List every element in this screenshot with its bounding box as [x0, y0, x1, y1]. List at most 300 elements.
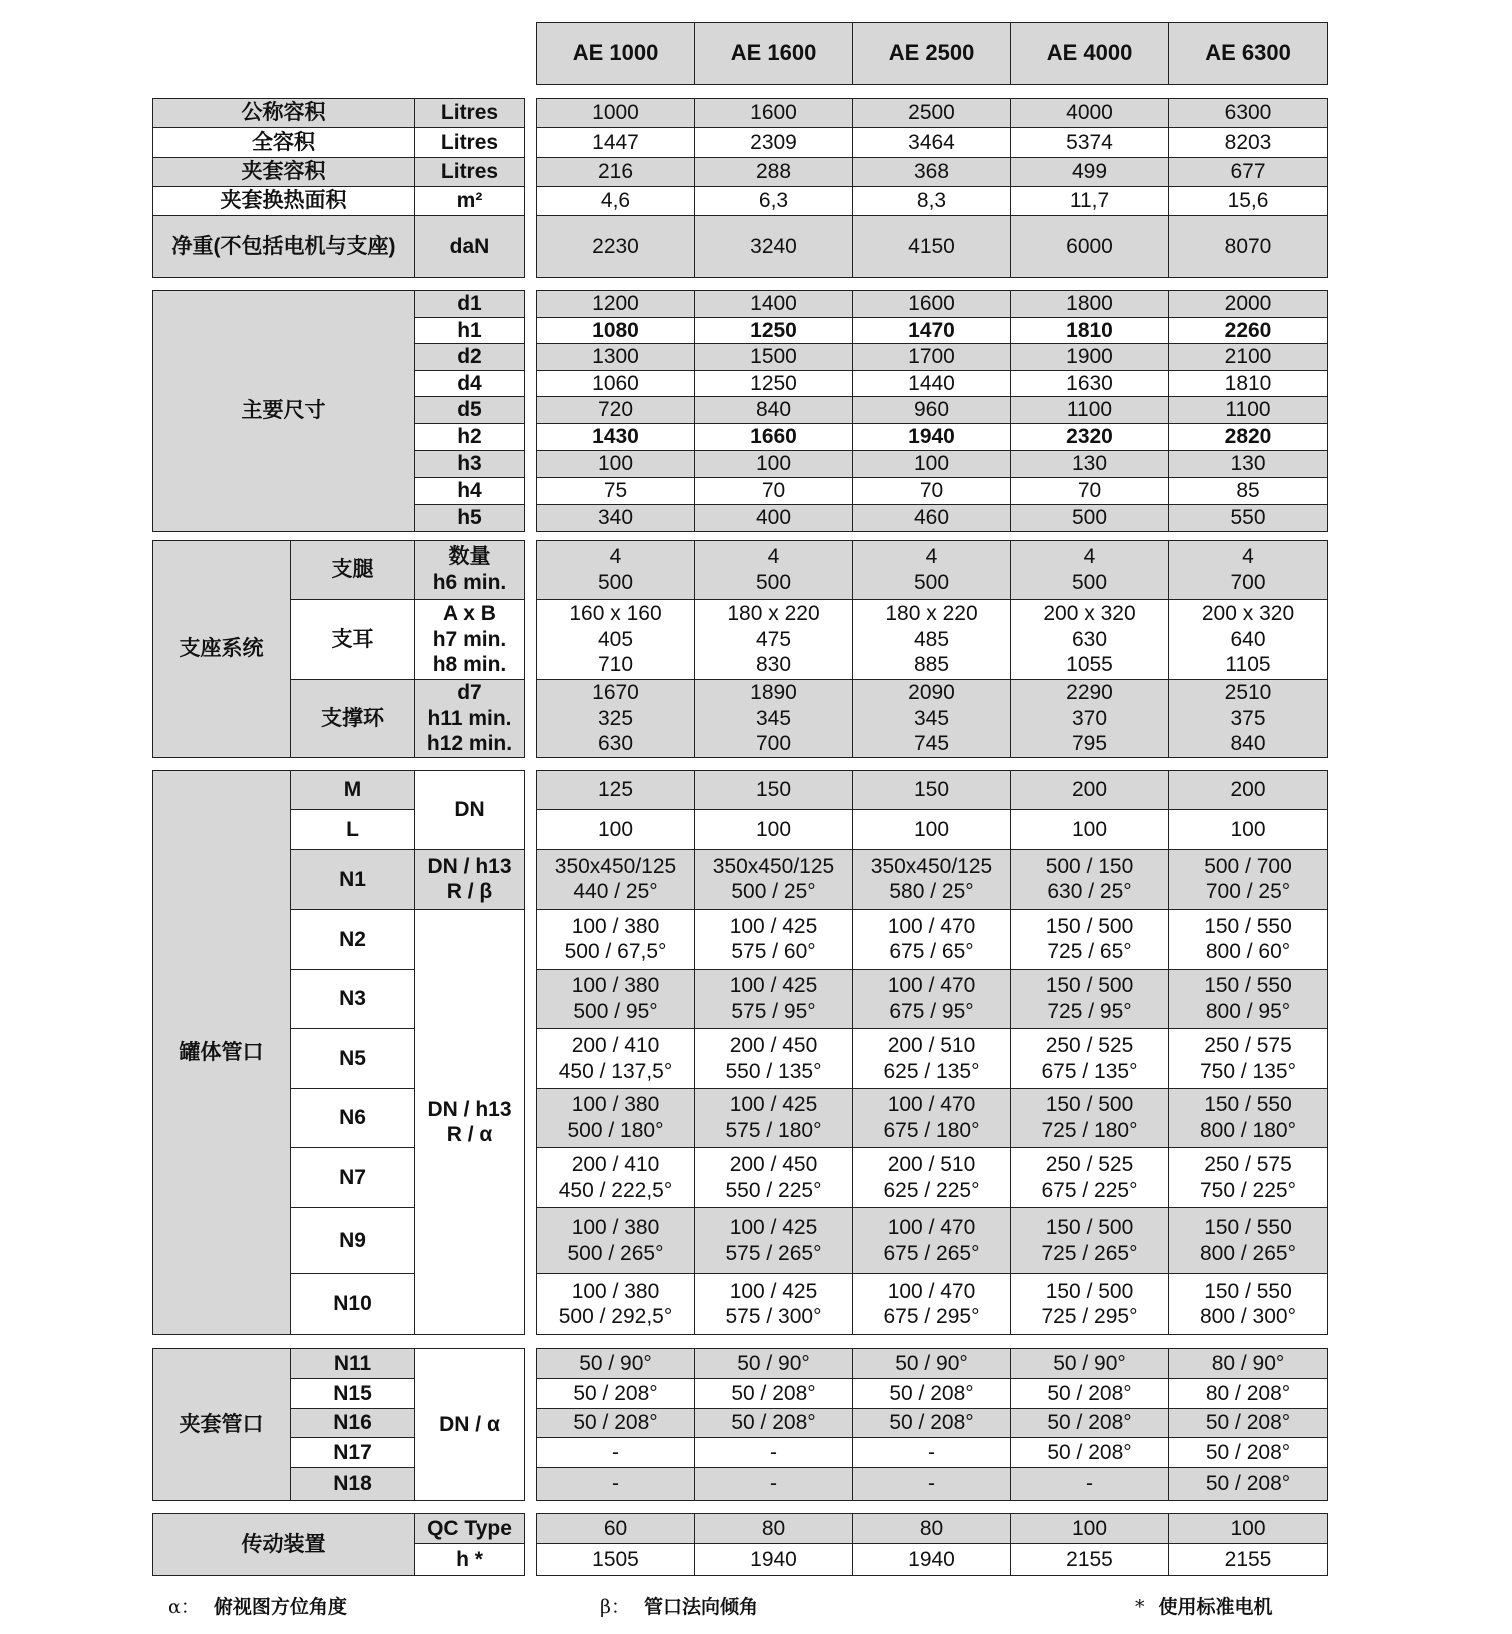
- cell: 150 / 500: [1045, 914, 1134, 938]
- support-values-table: [536, 540, 1328, 758]
- cell: 575 / 300°: [725, 1305, 822, 1329]
- cell: 345: [913, 706, 950, 730]
- unit-label: daN: [415, 216, 525, 278]
- cell: 200 / 510: [887, 1152, 976, 1176]
- cell: 100: [1169, 1514, 1328, 1544]
- cell: 2090: [908, 681, 955, 705]
- cell: 100 / 380: [571, 914, 660, 938]
- cell: 500 / 292,5°: [558, 1305, 673, 1329]
- cell: 2309: [695, 128, 853, 157]
- cell: 500: [913, 571, 950, 594]
- drive-group-label: 传动装置: [153, 1514, 415, 1576]
- cell: 725 / 65°: [1047, 940, 1132, 964]
- cell: 625 / 225°: [883, 1178, 980, 1202]
- cell: 450 / 137,5°: [558, 1059, 673, 1083]
- param-label: DN / h13: [427, 854, 512, 878]
- cell: 11,7: [1011, 186, 1169, 215]
- cell: 85: [1169, 477, 1328, 504]
- cell: 180 x 220: [885, 602, 978, 626]
- footnote-text: 俯视图方位角度: [213, 1597, 347, 1618]
- cell: 1300: [537, 344, 695, 371]
- footnote-asterisk: [1135, 1592, 1273, 1619]
- cell: 345: [755, 706, 792, 730]
- cell: 1800: [1011, 291, 1169, 318]
- cell: 2260: [1169, 317, 1328, 344]
- cell: 1700: [853, 344, 1011, 371]
- cell: 1660: [695, 424, 853, 451]
- cell: 499: [1011, 157, 1169, 186]
- param-label: DN / α: [415, 1349, 525, 1501]
- dim-symbol: h3: [415, 451, 525, 478]
- cell: 160 x 160: [569, 602, 662, 626]
- cell: 100 / 470: [887, 1215, 976, 1239]
- row-label: 公称容积: [153, 99, 415, 128]
- cell: 2100: [1169, 344, 1328, 371]
- cell: 1400: [695, 291, 853, 318]
- model-name: AE 1000: [537, 23, 695, 85]
- nozzle-name: N5: [291, 1029, 415, 1089]
- row-label: 净重(不包括电机与支座): [153, 216, 415, 278]
- general-values-table: [536, 98, 1328, 278]
- param-label: DN / h13: [427, 1097, 512, 1121]
- cell: 1505: [537, 1544, 695, 1576]
- cell: 150 / 550: [1204, 914, 1292, 938]
- cell: 720: [537, 397, 695, 424]
- cell: 370: [1071, 706, 1108, 730]
- cell: 15,6: [1169, 186, 1328, 215]
- cell: 4: [609, 545, 622, 569]
- cell: 5374: [1011, 128, 1169, 157]
- cell: 50 / 90°: [537, 1349, 695, 1379]
- param-label: h12 min.: [426, 732, 513, 756]
- nozzle-name: N10: [291, 1274, 415, 1335]
- cell: 1440: [853, 370, 1011, 397]
- cell: 50 / 90°: [1011, 1349, 1169, 1379]
- cell: 625 / 135°: [883, 1059, 980, 1083]
- param-label: h11 min.: [427, 706, 512, 730]
- cell: 250 / 575: [1204, 1033, 1292, 1057]
- cell: 800 / 265°: [1200, 1241, 1296, 1265]
- param-label: DN: [415, 771, 525, 850]
- cell: 350x450/125: [554, 854, 677, 878]
- cell: 475: [755, 627, 792, 651]
- cell: 50 / 90°: [695, 1349, 853, 1379]
- cell: 840: [1230, 732, 1266, 756]
- cell: 1430: [537, 424, 695, 451]
- footnote-text: 管口法向倾角: [644, 1597, 759, 1618]
- cell: 100 / 425: [729, 1215, 818, 1239]
- cell: 150 / 550: [1204, 974, 1292, 998]
- drive-labels-table: [152, 1513, 525, 1576]
- cell: -: [537, 1468, 695, 1501]
- cell: -: [1011, 1468, 1169, 1501]
- nozzle-name: N6: [291, 1088, 415, 1148]
- cell: 675 / 95°: [889, 999, 974, 1023]
- cell: 1890: [750, 681, 797, 705]
- cell: 100 / 470: [887, 974, 976, 998]
- jacket-labels-table: [152, 1348, 525, 1501]
- cell: 1100: [1169, 397, 1328, 424]
- cell: 200 / 450: [729, 1152, 818, 1176]
- nozzle-name: N1: [291, 849, 415, 910]
- cell: 100: [1011, 1514, 1169, 1544]
- param-label: 数量: [448, 545, 491, 569]
- cell: 2500: [853, 99, 1011, 128]
- cell: 150 / 500: [1045, 1279, 1134, 1303]
- cell: 200 / 410: [571, 1033, 660, 1057]
- cell: 500 / 150: [1045, 854, 1134, 878]
- cell: 580 / 25°: [889, 880, 974, 904]
- cell: 100 / 380: [571, 1093, 660, 1117]
- cell: 50 / 90°: [853, 1349, 1011, 1379]
- cell: 550: [1169, 504, 1328, 531]
- cell: 4: [1242, 545, 1254, 569]
- cell: 500 / 180°: [567, 1119, 664, 1143]
- cell: 50 / 208°: [1169, 1438, 1328, 1468]
- dim-symbol: d2: [415, 344, 525, 371]
- cell: 100: [1169, 810, 1328, 849]
- cell: 50 / 208°: [695, 1379, 853, 1409]
- cell: 550 / 135°: [725, 1059, 822, 1083]
- cell: 885: [913, 653, 950, 677]
- param-label: h6 min.: [432, 571, 507, 594]
- cell: 50 / 208°: [1011, 1379, 1169, 1409]
- cell: 200: [1011, 771, 1169, 810]
- cell: 8070: [1169, 216, 1328, 278]
- model-name: AE 1600: [695, 23, 853, 85]
- cell: 1250: [695, 370, 853, 397]
- nozzle-name: N11: [291, 1349, 415, 1379]
- dim-symbol: d4: [415, 370, 525, 397]
- cell: 150 / 500: [1045, 1093, 1134, 1117]
- cell: 2290: [1066, 681, 1113, 705]
- cell: 2155: [1011, 1544, 1169, 1576]
- footnote-symbol: β：: [600, 1596, 630, 1618]
- nozzle-name: N15: [291, 1379, 415, 1409]
- nozzle-name: M: [291, 771, 415, 810]
- dim-symbol: h5: [415, 504, 525, 531]
- cell: 1940: [853, 424, 1011, 451]
- cell: 795: [1071, 732, 1108, 756]
- cell: 1055: [1066, 653, 1113, 677]
- cell: 500 / 700: [1204, 854, 1292, 878]
- dim-symbol: h4: [415, 477, 525, 504]
- dimensions-group-label: 主要尺寸: [153, 291, 415, 532]
- cell: 100: [537, 451, 695, 478]
- cell: 150 / 550: [1204, 1093, 1292, 1117]
- cell: 8,3: [853, 186, 1011, 215]
- cell: 80 / 90°: [1169, 1349, 1328, 1379]
- cell: 100 / 470: [887, 1279, 976, 1303]
- cell: 677: [1169, 157, 1328, 186]
- cell: 2820: [1169, 424, 1328, 451]
- nozzle-name: N2: [291, 910, 415, 970]
- cell: 675 / 225°: [1041, 1178, 1138, 1202]
- nozzle-name: N7: [291, 1148, 415, 1208]
- dim-symbol: d5: [415, 397, 525, 424]
- cell: 200 x 320: [1201, 602, 1295, 626]
- cell: 3464: [853, 128, 1011, 157]
- cell: 4000: [1011, 99, 1169, 128]
- nozzle-name: N3: [291, 969, 415, 1029]
- cell: 60: [537, 1514, 695, 1544]
- cell: -: [853, 1468, 1011, 1501]
- cell: 350x450/125: [712, 854, 835, 878]
- cell: 400: [695, 504, 853, 531]
- cell: 575 / 60°: [731, 940, 816, 964]
- cell: 1500: [695, 344, 853, 371]
- model-header-table: [536, 22, 1328, 85]
- cell: 830: [755, 653, 792, 677]
- cell: 675 / 295°: [883, 1305, 980, 1329]
- cell: 575 / 95°: [731, 999, 816, 1023]
- cell: 125: [537, 771, 695, 810]
- footnote-alpha: [168, 1592, 347, 1619]
- cell: 70: [853, 477, 1011, 504]
- drive-param: QC Type: [415, 1514, 525, 1544]
- cell: 1105: [1225, 653, 1271, 677]
- cell: 50 / 208°: [1169, 1468, 1328, 1501]
- support-labels-table: [152, 540, 525, 758]
- cell: 550 / 225°: [725, 1178, 822, 1202]
- cell: 50 / 208°: [1169, 1409, 1328, 1438]
- param-label: h7 min.: [432, 627, 507, 651]
- cell: -: [695, 1468, 853, 1501]
- cell: 80 / 208°: [1169, 1379, 1328, 1409]
- cell: 375: [1230, 706, 1266, 730]
- cell: 500 / 265°: [567, 1241, 664, 1265]
- row-label: 夹套容积: [153, 157, 415, 186]
- cell: 1200: [537, 291, 695, 318]
- nozzle-name: N16: [291, 1409, 415, 1438]
- cell: 350x450/125: [870, 854, 993, 878]
- cell: 700 / 25°: [1205, 880, 1291, 904]
- jacket-values-table: [536, 1348, 1328, 1501]
- cell: 70: [1011, 477, 1169, 504]
- cell: 250 / 575: [1204, 1152, 1292, 1176]
- cell: 1900: [1011, 344, 1169, 371]
- unit-label: m²: [415, 186, 525, 215]
- row-label: 全容积: [153, 128, 415, 157]
- dim-symbol: h1: [415, 317, 525, 344]
- cell: 960: [853, 397, 1011, 424]
- cell: 4: [1083, 545, 1096, 569]
- cell: 2230: [537, 216, 695, 278]
- footnote-text: 使用标准电机: [1158, 1597, 1273, 1618]
- cell: 4: [925, 545, 938, 569]
- cell: 6,3: [695, 186, 853, 215]
- unit-label: Litres: [415, 99, 525, 128]
- cell: 750 / 135°: [1200, 1059, 1296, 1083]
- cell: 1000: [537, 99, 695, 128]
- cell: 100: [853, 451, 1011, 478]
- cell: 50 / 208°: [537, 1409, 695, 1438]
- cell: 200 / 510: [887, 1033, 976, 1057]
- param-label: R / β: [446, 880, 493, 904]
- cell: 80: [695, 1514, 853, 1544]
- cell: 800 / 300°: [1200, 1305, 1296, 1329]
- cell: 50 / 208°: [537, 1379, 695, 1409]
- cell: 200 / 450: [729, 1033, 818, 1057]
- support-subgroup-label: 支撑环: [291, 680, 415, 758]
- cell: 630 / 25°: [1047, 880, 1132, 904]
- cell: 150 / 500: [1045, 1215, 1134, 1239]
- cell: 500 / 95°: [573, 999, 658, 1023]
- cell: 250 / 525: [1045, 1152, 1134, 1176]
- cell: 700: [1230, 571, 1266, 594]
- cell: 675 / 135°: [1041, 1059, 1138, 1083]
- model-name: AE 6300: [1169, 23, 1328, 85]
- cell: 500: [597, 571, 634, 594]
- cell: 180 x 220: [727, 602, 820, 626]
- cell: -: [853, 1438, 1011, 1468]
- unit-label: Litres: [415, 128, 525, 157]
- cell: 50 / 208°: [695, 1409, 853, 1438]
- nozzle-name: N17: [291, 1438, 415, 1468]
- unit-label: Litres: [415, 157, 525, 186]
- drive-values-table: [536, 1513, 1328, 1576]
- cell: 640: [1230, 627, 1266, 651]
- cell: 340: [537, 504, 695, 531]
- dimensions-labels-table: [152, 290, 525, 532]
- cell: 725 / 95°: [1047, 999, 1132, 1023]
- cell: 100: [695, 810, 853, 849]
- cell: 440 / 25°: [573, 880, 658, 904]
- cell: 1940: [695, 1544, 853, 1576]
- cell: 750 / 225°: [1200, 1178, 1296, 1202]
- cell: 150 / 550: [1204, 1215, 1292, 1239]
- cell: 630: [1071, 627, 1108, 651]
- cell: 675 / 265°: [883, 1241, 980, 1265]
- cell: 100 / 380: [571, 974, 660, 998]
- footnote-symbol: α：: [168, 1596, 200, 1618]
- cell: 150 / 550: [1204, 1279, 1292, 1303]
- cell: 100 / 470: [887, 914, 976, 938]
- cell: 1600: [853, 291, 1011, 318]
- cell: 4,6: [537, 186, 695, 215]
- cell: 500: [1011, 504, 1169, 531]
- cell: 725 / 180°: [1041, 1119, 1138, 1143]
- cell: 500: [755, 571, 792, 594]
- cell: 100 / 425: [729, 974, 818, 998]
- model-name: AE 2500: [853, 23, 1011, 85]
- cell: 485: [913, 627, 950, 651]
- cell: 288: [695, 157, 853, 186]
- param-label: d7: [457, 681, 482, 705]
- cell: 200 x 320: [1043, 602, 1136, 626]
- cell: 250 / 525: [1045, 1033, 1134, 1057]
- cell: 100 / 380: [571, 1215, 660, 1239]
- param-label: h8 min.: [432, 653, 507, 677]
- nozzles-values-table: [536, 770, 1328, 1335]
- cell: 150: [853, 771, 1011, 810]
- support-subgroup-label: 支耳: [291, 600, 415, 680]
- cell: 70: [695, 477, 853, 504]
- cell: 1600: [695, 99, 853, 128]
- cell: 1940: [853, 1544, 1011, 1576]
- cell: 100 / 425: [729, 1093, 818, 1117]
- support-group-label: 支座系统: [153, 541, 291, 758]
- cell: 6300: [1169, 99, 1328, 128]
- cell: 100: [853, 810, 1011, 849]
- nozzle-name: N9: [291, 1207, 415, 1274]
- drive-param: h *: [415, 1544, 525, 1576]
- dimensions-values-table: [536, 290, 1328, 532]
- cell: 130: [1011, 451, 1169, 478]
- support-subgroup-label: 支腿: [291, 541, 415, 600]
- cell: 80: [853, 1514, 1011, 1544]
- footnote-beta: [600, 1592, 758, 1619]
- cell: 1080: [537, 317, 695, 344]
- cell: 50 / 208°: [1011, 1409, 1169, 1438]
- row-label: 夹套换热面积: [153, 186, 415, 215]
- cell: 460: [853, 504, 1011, 531]
- cell: 100 / 380: [571, 1279, 660, 1303]
- nozzle-name: N18: [291, 1468, 415, 1501]
- cell: 50 / 208°: [1011, 1438, 1169, 1468]
- cell: 100 / 425: [729, 914, 818, 938]
- footnote-symbol: *: [1135, 1596, 1145, 1618]
- nozzle-name: L: [291, 810, 415, 849]
- nozzles-labels-table: [152, 770, 525, 1335]
- dim-symbol: h2: [415, 424, 525, 451]
- cell: 725 / 265°: [1041, 1241, 1138, 1265]
- cell: 1810: [1011, 317, 1169, 344]
- cell: 745: [913, 732, 950, 756]
- cell: 130: [1169, 451, 1328, 478]
- cell: 700: [755, 732, 792, 756]
- cell: 8203: [1169, 128, 1328, 157]
- cell: 150: [695, 771, 853, 810]
- cell: 2510: [1224, 681, 1272, 705]
- cell: 800 / 60°: [1205, 940, 1291, 964]
- cell: 200: [1169, 771, 1328, 810]
- cell: 6000: [1011, 216, 1169, 278]
- cell: 1670: [592, 681, 639, 705]
- cell: 575 / 180°: [725, 1119, 822, 1143]
- cell: 1470: [853, 317, 1011, 344]
- cell: 325: [597, 706, 634, 730]
- jacket-group-label: 夹套管口: [153, 1349, 291, 1501]
- cell: 725 / 295°: [1041, 1305, 1138, 1329]
- cell: 840: [695, 397, 853, 424]
- cell: 200 / 410: [571, 1152, 660, 1176]
- cell: 75: [537, 477, 695, 504]
- cell: 3240: [695, 216, 853, 278]
- cell: 450 / 222,5°: [558, 1178, 673, 1202]
- cell: 150 / 500: [1045, 974, 1134, 998]
- cell: 100: [537, 810, 695, 849]
- cell: 575 / 265°: [725, 1241, 822, 1265]
- nozzles-group-label: 罐体管口: [153, 771, 291, 1335]
- cell: 710: [597, 653, 634, 677]
- cell: 1447: [537, 128, 695, 157]
- model-name: AE 4000: [1011, 23, 1169, 85]
- dim-symbol: d1: [415, 291, 525, 318]
- cell: 216: [537, 157, 695, 186]
- cell: 100: [695, 451, 853, 478]
- cell: 1060: [537, 370, 695, 397]
- cell: 4: [767, 545, 780, 569]
- param-label: R / α: [446, 1123, 493, 1147]
- cell: 500 / 25°: [731, 880, 816, 904]
- cell: 500: [1071, 571, 1108, 594]
- cell: 368: [853, 157, 1011, 186]
- cell: 675 / 180°: [883, 1119, 980, 1143]
- cell: 100 / 425: [729, 1279, 818, 1303]
- cell: 800 / 95°: [1205, 999, 1291, 1023]
- cell: 1810: [1169, 370, 1328, 397]
